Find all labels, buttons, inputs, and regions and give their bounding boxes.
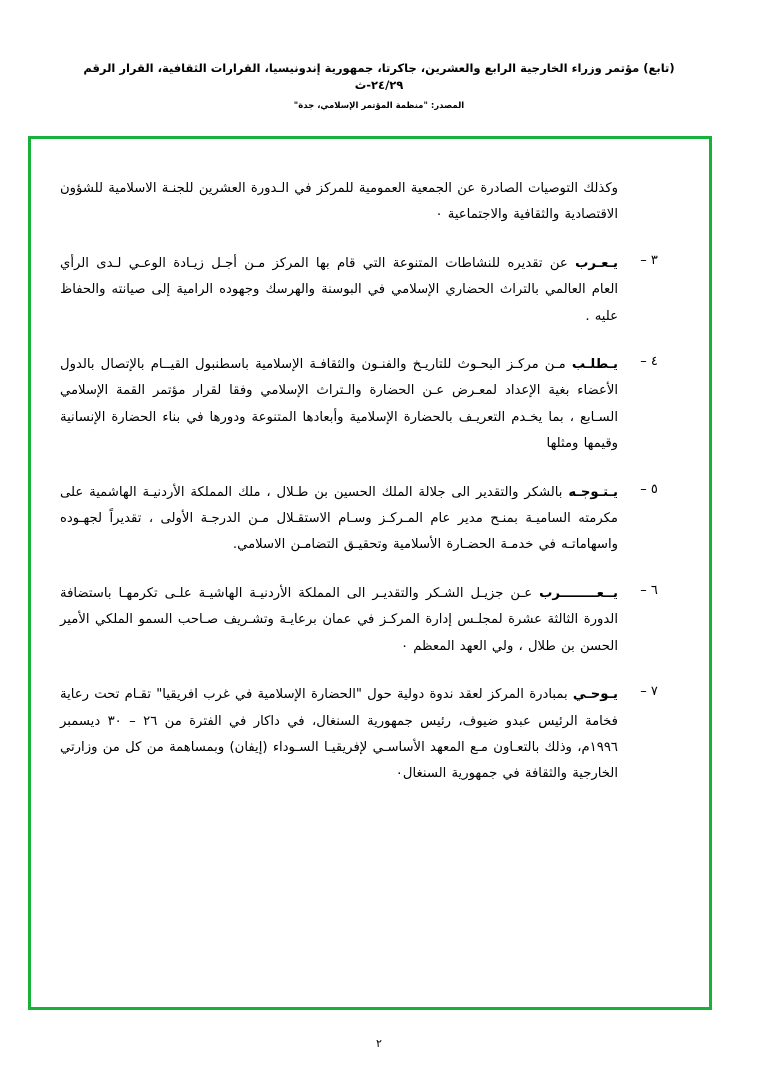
paragraph-text [60,176,618,229]
paragraph [60,176,680,229]
header-source: المصدر: "منظمة المؤتمر الإسلامي، جدة" [293,100,465,111]
paragraph [60,581,680,660]
paragraph-lead: يــعــــــــرب [539,585,618,601]
paragraph-body: وكذلك التوصيات الصادرة عن الجمعية العمومية للمركز في الـدورة العشرين للجنـة الاسلامية للشؤون الاقتصادية والثقافية والاجتماعية ٠ [60,181,618,223]
paragraph-lead: يـتـوجـه [568,484,618,500]
paragraph-lead: يـعـرب [575,255,618,271]
paragraph-body: بالشكر والتقدير الى جلالة الملك الحسين بن طـلال ، ملك المملكة الأردنيـة الهاشمية على مكرمته الساميـة بمنـح مدير عام المـركـز وسـام الاستقـلال مـن الدرجـة الأولى ، تقديراً لجهـوده واسهاماتـه في خدمـة الحضـارة الأسلامية وتحقيـق التضامـن الاسلامي. [60,484,618,553]
paragraph-marker: ٤ – [640,354,658,370]
paragraph-text [60,352,618,458]
document-body [60,176,680,810]
paragraph-body: مـن مركـز البحـوث للتاريـخ والفنـون والثقافـة الإسلامية باسطنبول القيــام بالإتصال بالدول الأعضاء بغية الإعداد لمعـرض عـن الحضارة والـتراث الإسلامي وفقا لقرار مؤتمر القمة الإسلامي السـابع ، بما يخـدم التعريـف بالحضارة الإسلامية وأبعادها المتنوعة ودورها في بناء الحضارة الإنسانية وقيمها ومثلها [60,357,618,452]
header-title: (تابع) مؤتمر وزراء الخارجية الرابع والعشرين، جاكرتا، جمهورية إندونيسيا، القرارات الثقافية، القرار الرقم ٢٤/٢٩-ث [83,61,675,93]
paragraph-text [60,682,618,788]
paragraph [60,352,680,458]
paragraph-lead: يـوحـي [572,687,618,703]
paragraph-lead: يـطلـب [571,357,618,373]
paragraph-marker: ٧ – [640,684,658,700]
page-header [0,60,758,111]
page-number: ٢ [376,1037,382,1050]
paragraph-text [60,480,618,559]
paragraph-text [60,581,618,660]
paragraph [60,480,680,559]
paragraph-marker: ٥ – [640,481,658,497]
paragraph-body: عن تقديره للنشاطات المتنوعة التي قام بها المركز مـن أجـل زيـادة الوعـي لـدى الرأي العام العالمي بالتراث الحضاري الإسلامي في البوسنة والهرسك وجهوده الرامية إلى صيانته والحفاظ عليه . [60,255,618,324]
paragraph-marker: ٦ – [640,582,658,598]
paragraph-marker: ٣ – [640,252,658,268]
paragraph-text [60,251,618,330]
paragraph-body: بمبادرة المركز لعقد ندوة دولية حول "الحضارة الإسلامية في غرب افريقيا" تقـام تحت رعاية فخامة الرئيس عبدو ضيوف، رئيس جمهورية السنغال، في داكار في الفترة من ٢٦ – ٣٠ ديسمبر ١٩٩٦م، وذلك بالتعـاون مـع المعهد الأساسـي لإفريقيـا السـوداء (إيفان) وبمساهمة من كل من وزارتي الخارجية والثقافة في جمهورية السنغال٠ [60,687,618,782]
paragraph-body: عـن جزيـل الشـكر والتقديـر الى المملكة الأردنيـة الهاشيـة علـى تكرمهـا باستضافة الدورة الثالثة عشرة لمجلـس إدارة المركـز في عمان برعايـة وتشـريف صـاحب السمو الملكي الأمير الحسن بن طلال ، ولي العهد المعظم ٠ [60,585,618,654]
paragraph [60,251,680,330]
paragraph [60,682,680,788]
